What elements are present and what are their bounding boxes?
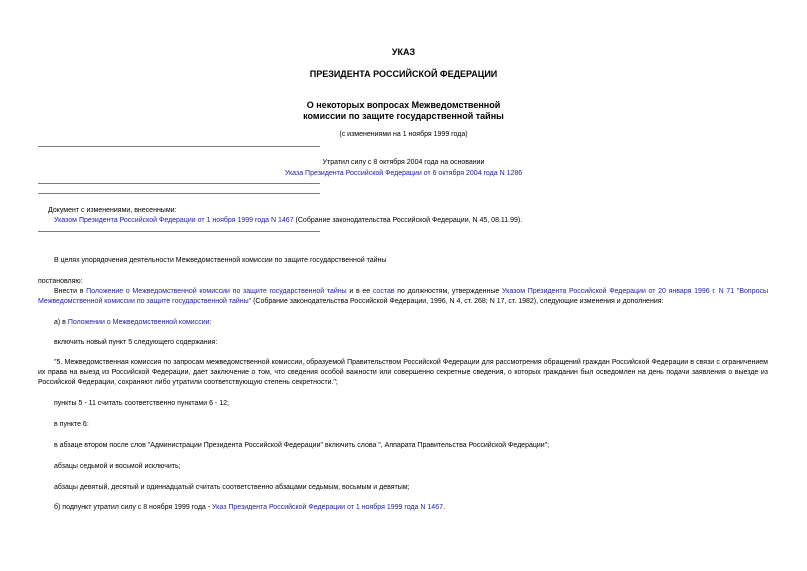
divider <box>38 231 320 232</box>
insert-words: в абзаце втором после слов "Администрации Президента Российской Федерации" включить слова ", Аппарата Правительства Российской Федерации"; <box>54 442 550 449</box>
changes-label: Документ с изменениями, внесенными: <box>48 207 177 214</box>
decree-1467-link[interactable]: Указ Президента Российской Федерации от 1 ноября 1999 года N 1467 <box>212 504 443 511</box>
regulation-link[interactable]: Положение о Межведомственной комиссии по защите государственной тайны <box>86 288 347 295</box>
divider <box>38 183 320 184</box>
regulation-section-link[interactable]: Положении о Межведомственной комиссии: <box>67 319 212 326</box>
item-b-text: б) подпункт утратил силу с 8 ноября 1999 года - <box>54 504 213 511</box>
p1-text-b: и в ее <box>346 288 373 295</box>
exclude-paragraphs: абзацы седьмой и восьмой исключить; <box>54 463 181 470</box>
item-a <box>54 318 211 328</box>
changes-source: (Собрание законодательства Российской Федерации, N 45, 08.11.99). <box>293 217 523 224</box>
changes-line <box>54 216 522 226</box>
p1-text-d: (Собрание законодательства Российской Федерации, 1996, N 4, ст. 268; N 17, ст. 1982), следующие изменения и дополнения: <box>251 298 664 305</box>
p1-text-c: по должностям, утвержденные <box>394 288 503 295</box>
repeal-decree-link[interactable]: Указа Президента Российской Федерации от 6 октября 2004 года N 1286 <box>284 170 523 177</box>
item-b <box>54 503 445 513</box>
changes-decree-link[interactable]: Указом Президента Российской Федерации от 1 ноября 1999 года N 1467 <box>54 217 294 224</box>
divider <box>38 146 320 147</box>
p1-text-a: Внести в <box>54 288 87 295</box>
in-item-6: в пункте 6: <box>54 421 89 428</box>
new-item-instruction: включить новый пункт 5 следующего содержания: <box>54 339 218 346</box>
repeal-link-line <box>200 169 607 179</box>
renumber-paragraphs: абзацы девятый, десятый и одиннадцатый считать соответственно абзацами седьмым, восьмым и девятым; <box>54 484 410 491</box>
decree-71-link[interactable]: Указом Президента Российской Федерации от 20 января 1996 г. N 71 "Вопросы Межведомственной комиссии по защите государственной тайны" <box>38 288 769 305</box>
repeal-note: Утратил силу с 8 октября 2004 года на основании <box>322 159 485 166</box>
item-a-prefix: а) в <box>54 319 68 326</box>
document-title: УКАЗ <box>391 47 416 57</box>
topic-line-1: О некоторых вопросах Межведомственной <box>306 100 501 110</box>
divider <box>38 193 320 194</box>
intro-paragraph: В целях упорядочения деятельности Межведомственной комиссии по защите государственной тайны <box>54 257 387 264</box>
decree-word: постановляю: <box>38 278 83 285</box>
document-topic <box>0 100 807 122</box>
amendment-paragraph <box>38 287 768 307</box>
composition-link[interactable]: состав <box>372 288 395 295</box>
renumber-items: пункты 5 - 11 считать соответственно пунктами 6 - 12; <box>54 400 229 407</box>
document-issuer: ПРЕЗИДЕНТА РОССИЙСКОЙ ФЕДЕРАЦИИ <box>309 69 498 79</box>
topic-line-2: комиссии по защите государственной тайны <box>303 111 504 121</box>
quoted-item-5: "5. Межведомственная комиссия по запросам межведомственной комиссии, образуемой Правительством Российской Федерации для рассмотрения обращений граждан Российской Федерации в связи с ограничением их права на выезд из Российской Федерации, дает заключение о том, что сведения особой важности или совершенно секретные сведения, о которых гражданин был осведомлен на день подачи заявления о выезде из Российской Федерации, сохраняют либо утратили соответствующую степень секретности."; <box>38 359 768 386</box>
amendments-note: (с изменениями на 1 ноября 1999 года) <box>339 131 468 138</box>
item-b-end: . <box>443 504 445 511</box>
